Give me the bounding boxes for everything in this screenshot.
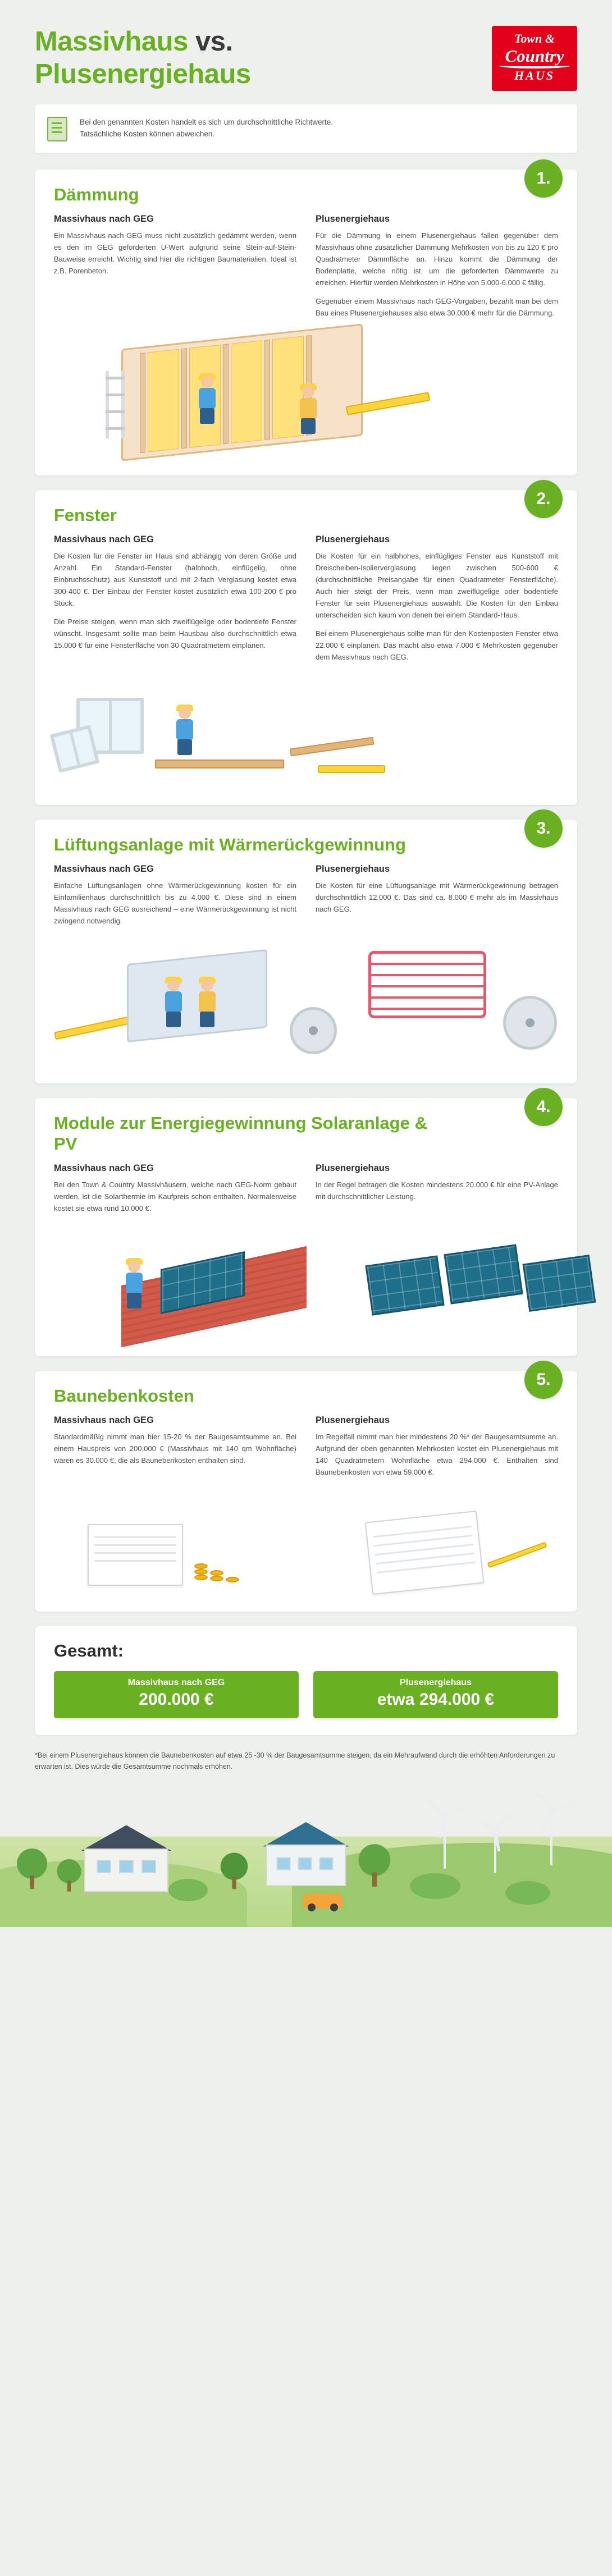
column-paragraph: Bei einem Plusenergiehaus sollte man für den Kostenposten Fenster etwa 22.000 € einplanen. Das macht also etwa 7.000 € Mehrkosten gegenüber dem Massivhaus nach GEG. (316, 629, 558, 662)
column-paragraph: Für die Dämmung in einem Plusenergiehaus fallen gegenüber dem Massivhaus ohne zusätzlicher Dämmung Mehrkosten von bis zu 120 € pro Quadratmeter Dämmfläche an. Hinzu kommt die Dämmung der Bodenplatte, welche nötig ist, um die geforderten Dämmwerte zu erreichen. Hierfür werden Mehrkosten in Höhe von 5.000-6.000 € fällig. (316, 231, 558, 287)
document-graphic (88, 1524, 183, 1586)
column-title: Plusenergiehaus (316, 214, 390, 225)
contract-graphic (365, 1511, 484, 1595)
section-daemmung (35, 170, 577, 475)
worker-figure (161, 979, 186, 1027)
column-massivhaus (54, 214, 296, 326)
worker-figure (194, 979, 220, 1027)
booklet-icon (45, 113, 70, 144)
title-vs: vs. (195, 26, 233, 57)
column-paragraph: Die Preise steigen, wenn man sich zweiflügelige oder bodentiefe Fenster wünscht. Insgesamt sollte man beim Hausbau also durchschnittlich etwa 15.000 € für eine Fensterfläche von 30 Quadratmetern einplanen. (54, 617, 296, 650)
house-graphic (266, 1822, 346, 1886)
column-plusenergiehaus (316, 1415, 558, 1485)
logo-line-1: Town & (514, 31, 555, 45)
total-box-massivhaus (54, 1671, 299, 1718)
column-paragraph: Bei den Town & Country Massivhäusern, welche nach GEG-Norm gebaut werden, ist die Solarthermie im Kaufpreis schon enthalten. Normalerweise kostet sie etwa rund 10.000 €. (54, 1180, 296, 1212)
section-heading: Lüftungsanlage mit Wärmerückgewinnung (54, 835, 406, 855)
plank-graphic (290, 737, 374, 757)
ladder-graphic (106, 371, 125, 438)
total-box-plusenergiehaus (313, 1671, 558, 1718)
column-paragraph: Die Kosten für eine Lüftungsanlage mit Wärmerückgewinnung betragen durchschnittlich 12.000 €. Das sind ca. 8.000 € mehr als im Massivhaus nach GEG. (316, 881, 558, 914)
tree-graphic (17, 1849, 47, 1888)
section-number-badge: 2. (524, 480, 563, 518)
column-title: Massivhaus nach GEG (54, 1163, 154, 1173)
logo-line-3: HAUS (514, 68, 555, 83)
house-graphic (84, 1825, 168, 1892)
underfloor-heating-graphic (368, 951, 486, 1018)
column-plusenergiehaus (316, 1163, 558, 1221)
column-title: Massivhaus nach GEG (54, 1415, 154, 1426)
total-value: etwa 294.000 € (377, 1690, 495, 1709)
footnote-text: *Bei einem Plusenergiehaus können die Baunebenkosten auf etwa 25 -30 % der Baugesamtsumme steigen, da ein Mehraufwand durch die erhöhten Anforderungen zu erwarten ist. Dies würde die Gesamtsumme nochmals erhöhen. (35, 1751, 555, 1771)
column-massivhaus (54, 864, 296, 934)
total-heading: Gesamt: (54, 1641, 124, 1661)
solar-panel-graphic (523, 1255, 596, 1312)
total-label: Plusenergiehaus (399, 1678, 472, 1688)
logo-swoosh-icon (499, 63, 570, 68)
pencil-graphic (487, 1542, 547, 1568)
worker-figure (295, 386, 321, 434)
ventilation-unit-icon (503, 996, 557, 1050)
illustration-solar (54, 1227, 558, 1342)
section-heading: Module zur Energiegewinnung Solaranlage & PV (54, 1113, 427, 1154)
ventilation-fan-icon (290, 1007, 337, 1054)
column-plusenergiehaus (316, 214, 558, 326)
illustration-windows (54, 675, 558, 790)
column-massivhaus (54, 1163, 296, 1221)
title-line-2: Plusenergiehaus (35, 58, 251, 89)
section-fenster (35, 490, 577, 806)
section-lueftungsanlage (35, 820, 577, 1083)
section-heading: Baunebenkosten (54, 1386, 194, 1406)
column-title: Plusenergiehaus (316, 864, 390, 875)
section-baunebenkosten (35, 1371, 577, 1612)
spirit-level-graphic (54, 1015, 133, 1040)
worker-figure (194, 376, 220, 424)
column-paragraph: Ein Massivhaus nach GEG muss nicht zusätzlich gedämmt werden, wenn es den im GEG geforderten U-Wert aufgrund seine Stein-auf-Stein-Bauweise erreicht. Wichtig sind hier die richtigen Baumaterialien. Ideal ist z.B. Porenbeton. (54, 231, 296, 276)
illustration-costs (54, 1490, 558, 1597)
car-graphic (303, 1893, 342, 1908)
section-number-badge: 1. (524, 159, 563, 198)
total-summary (35, 1626, 577, 1735)
section-heading: Dämmung (54, 185, 139, 204)
column-massivhaus (54, 1415, 296, 1485)
column-title: Massivhaus nach GEG (54, 214, 154, 225)
column-title: Plusenergiehaus (316, 1163, 390, 1173)
solar-panel-graphic (444, 1244, 523, 1304)
illustration-insulation (54, 332, 558, 461)
solar-panel-graphic (365, 1255, 444, 1315)
total-label: Massivhaus nach GEG (127, 1678, 225, 1688)
disclaimer-line-1: Bei den genannten Kosten handelt es sich um durchschnittliche Richtwerte. (80, 118, 334, 127)
column-massivhaus (54, 534, 296, 670)
column-title: Plusenergiehaus (316, 1415, 390, 1426)
footer-illustration (0, 1787, 612, 1927)
worker-figure (172, 707, 198, 755)
illustration-ventilation (54, 940, 558, 1069)
spirit-level-graphic (318, 765, 385, 773)
section-number-badge: 5. (524, 1361, 563, 1399)
page-title (35, 26, 251, 91)
column-paragraph: Die Kosten für die Fenster im Haus sind abhängig von deren Größe und Anzahl. Ein Standard-Fenster (halbhoch, einflügelig, ohne Einbruchsschutz) aus Kunststoff und mit 2-fach Verglasung kostet etwa 300-400 €. Der Einbau der Fenster kostet zusätzlich etwa 100-200 € pro Stück. (54, 551, 296, 607)
tree-graphic (359, 1845, 391, 1886)
section-number-badge: 3. (524, 809, 563, 848)
column-paragraph: Einfache Lüftungsanlagen ohne Wärmerückgewinnung kosten für ein Einfamilienhaus durchschnittlich bis zu 4.000 €. Diese sind in einem Massivhaus nach GEG ausreichend – eine Wärmerückgewinnung ist nicht zwingend notwendig. (54, 881, 296, 926)
section-number-badge: 4. (524, 1088, 563, 1126)
column-paragraph: Gegenüber einem Massivhaus nach GEG-Vorgaben, bezahlt man bei dem Bau eines Plusenergiehauses also etwa 30.000 € mehr für die Dämmung. (316, 297, 558, 318)
plank-graphic (155, 759, 284, 768)
column-title: Plusenergiehaus (316, 534, 390, 545)
wind-turbine-graphic (550, 1809, 552, 1865)
worker-figure (121, 1260, 147, 1308)
tree-graphic (221, 1853, 248, 1888)
column-title: Massivhaus nach GEG (54, 864, 154, 875)
column-plusenergiehaus (316, 534, 558, 670)
column-paragraph: Die Kosten für ein halbhohes, einflügliges Fenster aus Kunststoff mit Dreischeiben-Isolierverglasung liegen zwischen 500-600 € (durchschnittliche Preisangabe für einen Quadratmeter Fensterfläche). Auch hier steigt der Preis, wenn man zweiflügelige oder bodentiefe Fenster für sein Plusenergiehaus auswählt. Die Kosten für den Einbau unterscheiden sich kaum von denen bei einem Standard-Haus. (316, 551, 558, 619)
column-title: Massivhaus nach GEG (54, 534, 154, 545)
page-header (0, 0, 612, 101)
disclaimer-note (35, 104, 577, 153)
total-value: 200.000 € (139, 1690, 214, 1709)
disclaimer-text (80, 117, 333, 140)
tree-graphic (57, 1859, 81, 1891)
column-paragraph: Im Regelfall nimmt man hier mindestens 20 %* der Baugesamtsumme an. Aufgrund der oben genannten Mehrkosten kostet ein Plusenergiehaus mit 140 Quadratmetern Wohnfläche etwa 294.000 €. Enthalten sind Baunebenkosten von etwa 59.000 €. (316, 1433, 558, 1477)
column-paragraph: In der Regel betragen die Kosten mindestens 20.000 € für eine PV-Anlage mit durchschnittlicher Leistung. (316, 1180, 558, 1201)
logo-line-2: Country (505, 46, 564, 66)
room-frame-graphic (121, 323, 363, 461)
title-line-1: Massivhaus (35, 26, 188, 57)
section-heading: Fenster (54, 505, 117, 525)
column-plusenergiehaus (316, 864, 558, 934)
disclaimer-line-2: Tatsächliche Kosten können abweichen. (80, 130, 215, 138)
section-energiegewinnung (35, 1098, 577, 1357)
column-paragraph: Standardmäßig nimmt man hier 15-20 % der Baugesamtsumme an. Bei einem Hauspreis von 200.000 € (Massivhaus mit 140 qm Wohnfläche) wären es 30.000 €, die als Baunebenkosten enthalten sind. (54, 1433, 296, 1465)
wind-turbine-graphic (444, 1815, 446, 1869)
brand-logo (492, 26, 577, 91)
wind-turbine-graphic (494, 1828, 496, 1873)
